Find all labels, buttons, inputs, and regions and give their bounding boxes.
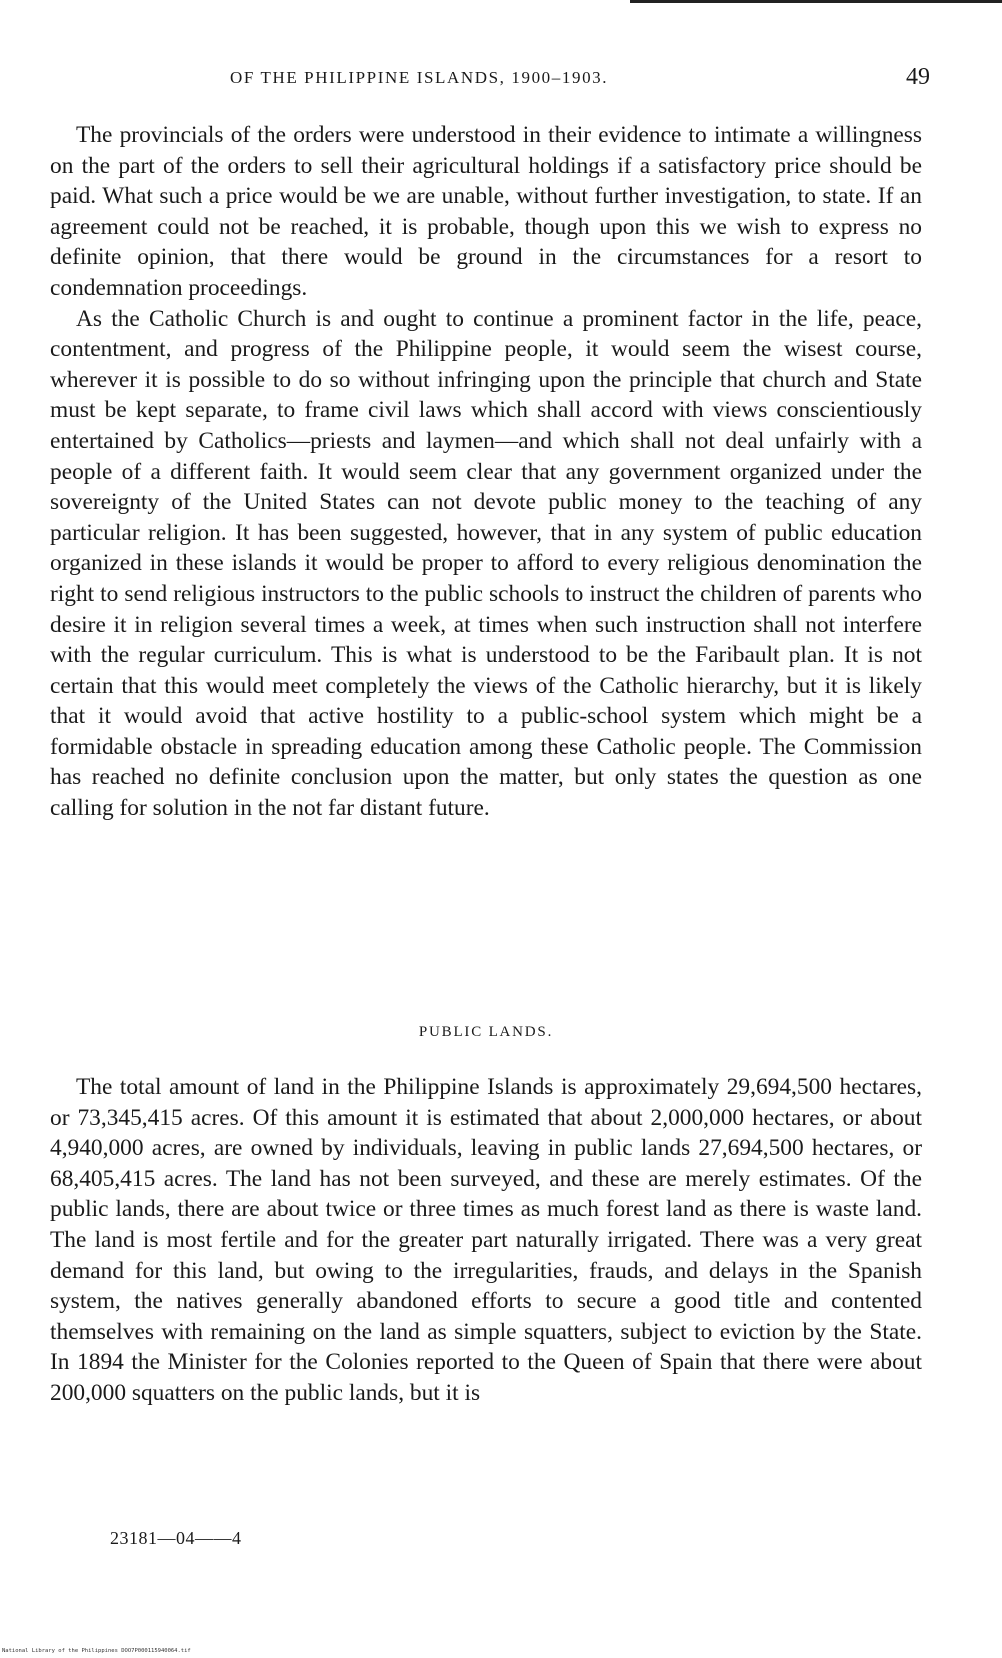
paragraph: The provincials of the orders were understood in their evidence to intimate a willingness on the part of the orders to sell their agricultural holdings if a satisfactory price should be paid. What such a price would be we are unable, without further investigation, to state. If an agreement could not be reached, it is probable, though upon this we wish to express no definite opinion, that there would be ground in the circumstances for a resort to condemnation proceedings. bbox=[50, 122, 922, 301]
page-number: 49 bbox=[906, 64, 930, 90]
running-title: OF THE PHILIPPINE ISLANDS, 1900–1903. bbox=[230, 68, 609, 87]
paragraph: As the Catholic Church is and ought to continue a prominent factor in the life, peace, contentment, and progress of the Philippine people, it would seem the wisest course, wherever it is possible to do so without infringing upon the principle that church and State must be kept separate, to frame civil laws which shall accord with views conscientiously entertained by Catholics—priests and laymen—and which shall not deal unfairly with a people of a different faith. It would seem clear that any government organized under the sovereignty of the United States can not devote public money to the teaching of any particular religion. It has been suggested, however, that in any system of public education organized in these islands it would be proper to afford to every religious denomination the right to send religious instructors to the public schools to instruct the children of parents who desire it in religion several times a week, at times when such instruction shall not interfere with the regular curriculum. This is what is understood to be the Faribault plan. It is not certain that this would meet completely the views of the Catholic hierarchy, but it is likely that it would avoid that active hostility to a public-school system which might be a formidable obstacle in spreading education among these Catholic people. The Commission has reached no definite conclusion upon the matter, but only states the question as one calling for solution in the not far distant future. bbox=[50, 305, 922, 822]
scan-credit: National Library of the Philippines DOO7P000115940064.tif bbox=[2, 1648, 191, 1654]
section-body-text bbox=[50, 1072, 922, 1409]
top-border-rule bbox=[630, 0, 1002, 3]
printer-signature-mark: 23181—04——4 bbox=[110, 1528, 242, 1548]
section-heading: PUBLIC LANDS. bbox=[418, 1024, 554, 1040]
running-head bbox=[50, 64, 930, 94]
body-text bbox=[50, 120, 922, 824]
paragraph: The total amount of land in the Philippine Islands is approximately 29,694,500 hectares, or 73,345,415 acres. Of this amount it is estimated that about 2,000,000 hectares, or about 4,940,000 acres, are owned by individuals, leaving in public lands 27,694,500 hectares, or 68,405,415 acres. The land has not been surveyed, and these are merely estimates. Of the public lands, there are about twice or three times as much forest land as there is waste land. The land is most fertile and for the greater part naturally irrigated. There was a very great demand for this land, but owing to the irregularities, frauds, and delays in the Spanish system, the natives generally abandoned efforts to secure a good title and contented themselves with remaining on the land as simple squatters, subject to eviction by the State. In 1894 the Minister for the Colonies reported to the Queen of Spain that there were about 200,000 squatters on the public lands, but it is bbox=[50, 1074, 922, 1406]
